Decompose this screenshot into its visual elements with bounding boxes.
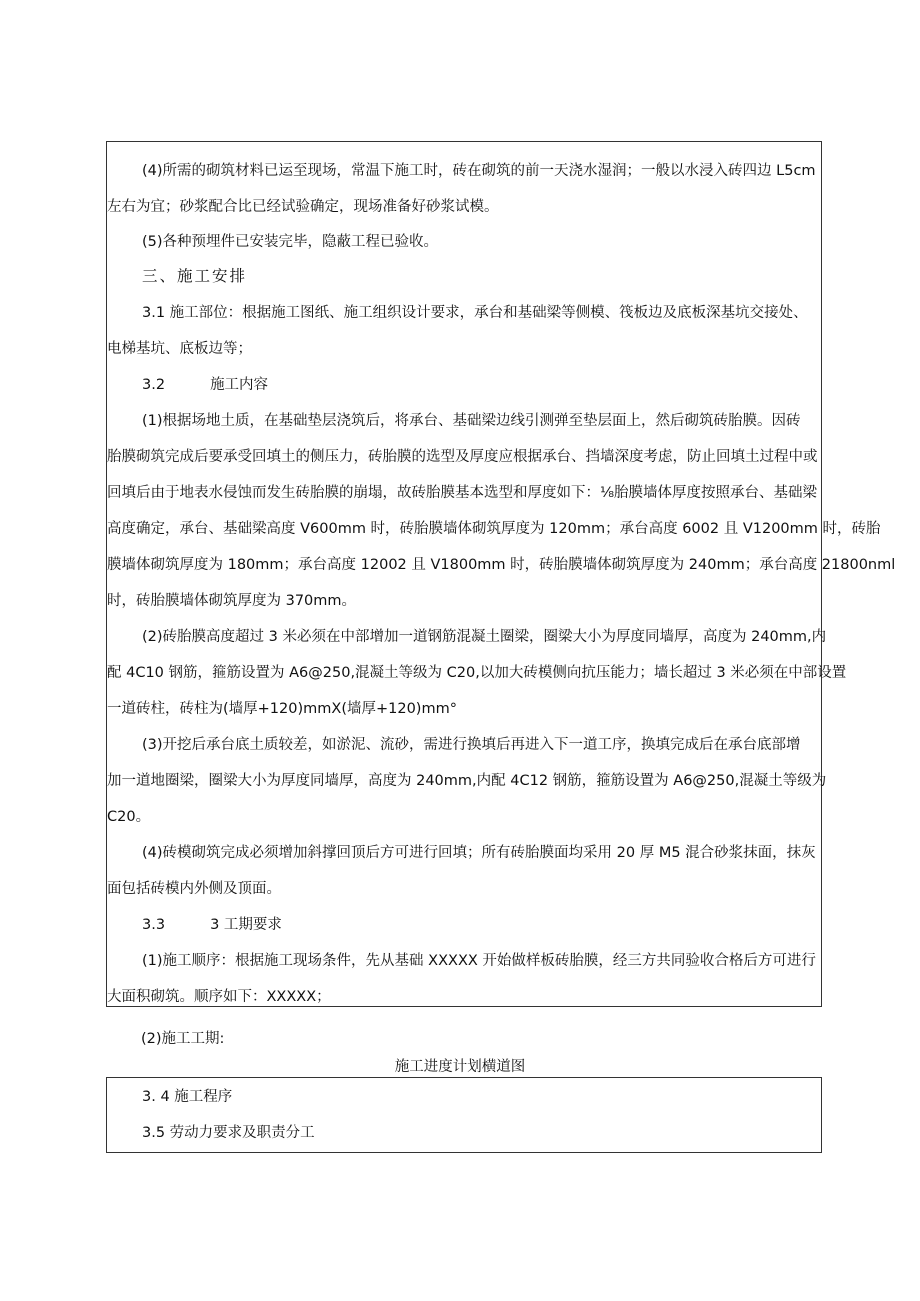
content-3-line-2: 加一道地圈梁，圈梁大小为厚度同墙厚，高度为 240mm,内配 4C12 钢筋，箍筋设置为 A6@250,混凝土等级为 <box>107 773 827 789</box>
content-frame-bottom <box>106 1077 822 1153</box>
content-4-line-2: 面包括砖模内外侧及顶面。 <box>107 881 281 897</box>
section-3-3-heading <box>107 907 858 943</box>
content-2-line-2: 配 4C10 钢筋，箍筋设置为 A6@250,混凝土等级为 C20,以加大砖模侧向抗压能力；墙长超过 3 米必须在中部设置 <box>107 665 847 681</box>
content-2-line-1: (2)砖胎膜高度超过 3 米必须在中部增加一道钢筋混凝土圈梁，圈梁大小为厚度同墙厚，高度为 240mm,内 <box>142 629 827 645</box>
chart-caption: 施工进度计划横道图 <box>394 1059 526 1075</box>
content-1-line-1: (1)根据场地土质，在基础垫层浇筑后，将承台、基础梁边线引测弹至垫层面上，然后砌筑砖胎膜。因砖 <box>142 413 801 429</box>
schedule-1-line-1: (1)施工顺序：根据施工现场条件，先从基础 XXXXX 开始做样板砖胎膜，经三方共同验收合格后方可进行 <box>142 953 816 969</box>
prep-item-4-line-2: 左右为宜；砂浆配合比已经试验确定，现场准备好砂浆试模。 <box>107 199 499 215</box>
content-4-line-1: (4)砖模砌筑完成必须增加斜撑回顶后方可进行回填；所有砖胎膜面均采用 20 厚 M5 混合砂浆抹面，抹灰 <box>142 845 816 861</box>
section-3-1-line-2: 电梯基坑、底板边等； <box>107 341 252 357</box>
section-3-2-heading <box>107 367 858 403</box>
content-3-line-3: C20。 <box>107 809 151 825</box>
prep-item-4-line-1: (4)所需的砌筑材料已运至现场，常温下施工时，砖在砌筑的前一天浇水湿润；一般以水浸入砖四边 L5cm <box>142 163 816 179</box>
content-frame-main <box>106 141 896 1007</box>
content-1-line-4: 高度确定，承台、基础梁高度 V600mm 时，砖胎膜墙体砌筑厚度为 120mm；承台高度 6002 且 V1200mm 时，砖胎 <box>107 521 881 537</box>
section-3-4-heading: 3. 4 施工程序 <box>142 1089 233 1105</box>
section-3-2-number: 3.2 <box>142 377 166 393</box>
schedule-2-label: (2)施工工期: <box>141 1031 225 1047</box>
section-3-3-title: 3 工期要求 <box>210 917 282 933</box>
section-3-2-title: 施工内容 <box>210 377 269 393</box>
content-2-line-3: 一道砖柱，砖柱为(墙厚+120)mmX(墙厚+120)mm° <box>107 701 457 717</box>
schedule-1-line-2: 大面积砌筑。顺序如下：XXXXX； <box>107 989 331 1005</box>
content-1-line-3: 回填后由于地表水侵蚀而发生砖胎膜的崩塌，故砖胎膜基本选型和厚度如下：⅛胎膜墙体厚度按照承台、基础梁 <box>107 485 818 501</box>
section-3-3-number: 3.3 <box>142 917 166 933</box>
section-3-5-heading: 3.5 劳动力要求及职责分工 <box>142 1125 315 1141</box>
section-3-1-line-1: 3.1 施工部位：根据施工图纸、施工组织设计要求，承台和基础梁等侧模、筏板边及底板深基坑交接处、 <box>142 305 808 321</box>
section-3-heading: 三、施工安排 <box>142 267 248 285</box>
content-1-line-5: 膜墙体砌筑厚度为 180mm；承台高度 12002 且 V1800mm 时，砖胎膜墙体砌筑厚度为 240mm；承台高度 21800nml <box>107 557 896 573</box>
prep-item-5: (5)各种预埋件已安装完毕，隐蔽工程已验收。 <box>142 234 439 250</box>
content-1-line-6: 时，砖胎膜墙体砌筑厚度为 370mm。 <box>107 593 357 609</box>
content-3-line-1: (3)开挖后承台底土质较差，如淤泥、流砂，需进行换填后再进入下一道工序，换填完成后在承台底部增 <box>142 737 801 753</box>
content-1-line-2: 胎膜砌筑完成后要承受回填土的侧压力，砖胎膜的选型及厚度应根据承台、挡墙深度考虑，防止回填土过程中或 <box>107 449 818 465</box>
